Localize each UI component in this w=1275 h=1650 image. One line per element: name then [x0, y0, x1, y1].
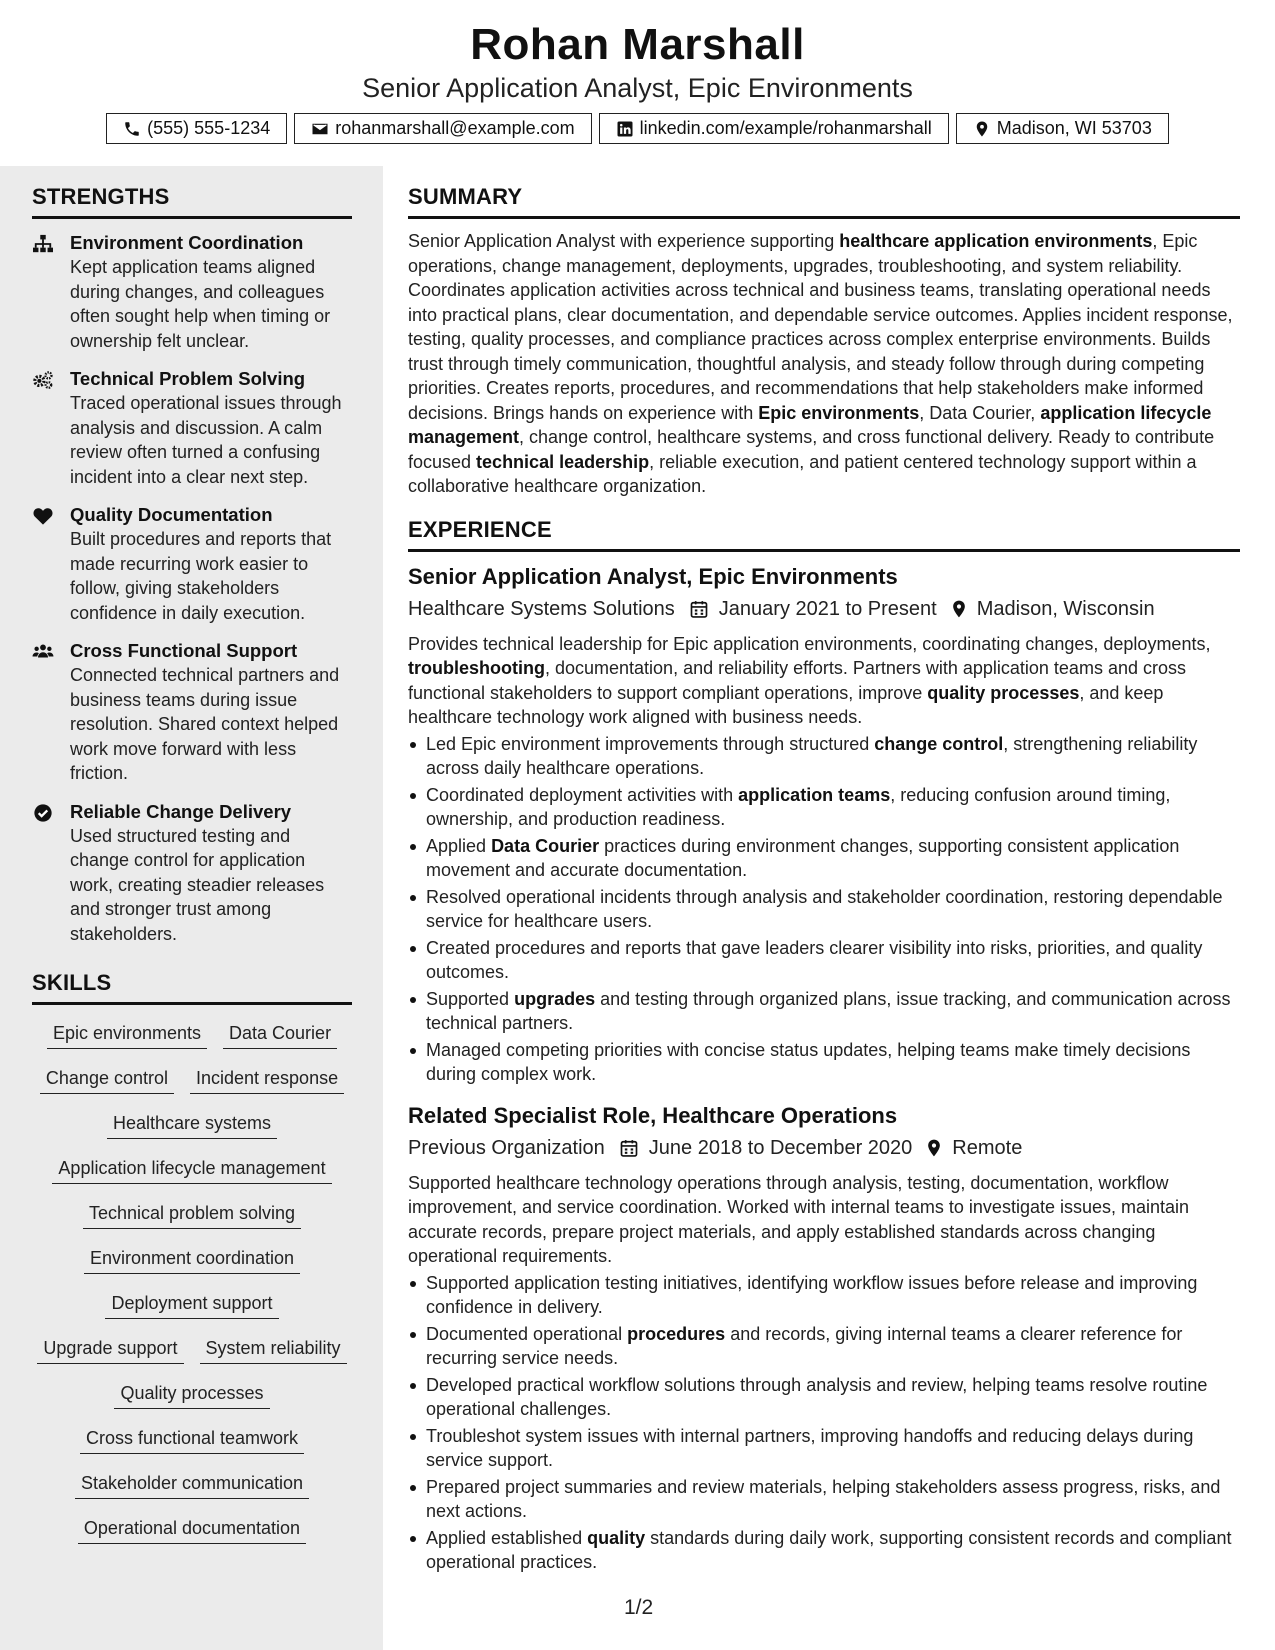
emphasized-text: healthcare application environments: [839, 231, 1153, 251]
contact-linkedin[interactable]: [599, 113, 949, 144]
text-run: , reducing confusion around timing, ownership, and production readiness.: [426, 784, 1171, 829]
achievement-bullet: [408, 1424, 1240, 1473]
skill-tag: Technical problem solving: [83, 1203, 301, 1229]
strength-title: Reliable Change Delivery: [70, 800, 292, 822]
map-pin-icon: [973, 120, 991, 138]
skill-tag: Healthcare systems: [107, 1113, 277, 1139]
skill-tag: Epic environments: [47, 1023, 207, 1049]
emphasized-text: technical leadership: [476, 451, 650, 472]
strength-description: Built procedures and reports that made recurring work easier to follow, giving stakeholders confidence in daily execution.: [70, 529, 332, 623]
strength-title: Technical Problem Solving: [70, 368, 306, 389]
text-run: standards during daily work, supporting consistent records and compliant operational practices.: [426, 1527, 1232, 1572]
text-run: , change control, healthcare systems, and cross functional delivery. Ready to contribute focused: [408, 427, 1215, 472]
role-title: Senior Application Analyst, Epic Environments: [408, 563, 898, 589]
sidebar: [0, 166, 383, 1650]
role-dates: June 2018 to December 2020: [648, 1136, 913, 1159]
experience-heading: EXPERIENCE: [408, 517, 1240, 552]
strength-title: Cross Functional Support: [70, 640, 298, 661]
resume-header: [0, 0, 1275, 166]
skill-tag: Upgrade support: [37, 1338, 183, 1364]
role-achievements: [408, 732, 1240, 1087]
strength-title: Quality Documentation: [70, 504, 273, 525]
skill-tag: Stakeholder communication: [75, 1473, 309, 1499]
role-achievements: [408, 1271, 1240, 1575]
text-run: Supported application testing initiatives, identifying workflow issues before release and improving confidence in delivery.: [426, 1272, 1198, 1317]
role-description: [408, 632, 1240, 730]
map-pin-icon: [924, 1138, 944, 1158]
check-circle-icon: [32, 803, 54, 823]
skill-tag: Deployment support: [105, 1293, 278, 1319]
contact-bar: [0, 113, 1275, 144]
emphasized-text: quality: [587, 1527, 646, 1548]
emphasized-text: Data Courier: [491, 835, 600, 856]
text-run: Coordinated deployment activities with: [426, 784, 739, 805]
linkedin-icon: [616, 120, 634, 138]
role-company: Previous Organization: [408, 1136, 605, 1159]
emphasized-text: upgrades: [514, 988, 596, 1009]
achievement-bullet: [408, 1322, 1240, 1371]
strength-item: [32, 639, 352, 786]
summary-text: [408, 229, 1240, 499]
text-run: Created procedures and reports that gave leaders clearer visibility into risks, priorities, and quality outcomes.: [426, 937, 1203, 982]
achievement-bullet: [408, 1271, 1240, 1320]
skill-tag: System reliability: [200, 1338, 347, 1364]
strength-description: Connected technical partners and business teams during issue resolution. Shared context helped work move forward with less friction.: [70, 665, 340, 783]
role-company: Healthcare Systems Solutions: [408, 597, 675, 620]
text-run: Supported healthcare technology operations through analysis, testing, documentation, workflow improvement, and service coordination. Worked with internal teams to investigate issues, maintain accurate records, prepare project materials, and apply established standards across changing operational requirements.: [408, 1172, 1190, 1266]
role-description: [408, 1171, 1240, 1269]
text-run: Provides technical leadership for Epic application environments, coordinating changes, deployments,: [408, 633, 1211, 654]
strength-description: Traced operational issues through analysis and discussion. A calm review often turned a confusing incident into a clear next step.: [70, 393, 342, 487]
text-run: Troubleshot system issues with internal partners, improving handoffs and reducing delays during service support.: [426, 1425, 1194, 1470]
skill-tag: Cross functional teamwork: [80, 1428, 304, 1454]
role-meta: [408, 594, 1240, 624]
text-run: , Epic operations, change management, deployments, upgrades, troubleshooting, and system reliability. Coordinates application activities across technical and business teams, translating operational needs into practical plans, clear documentation, and dependable service outcomes. Applies incident response, testing, quality processes, and compliance practices across complex enterprise environments. Builds trust through timely communication, thoughtful analysis, and steady follow through during competing priorities. Creates reports, procedures, and recommendations that help stakeholders make informed decisions. Brings hands on experience with: [408, 231, 1233, 423]
linkedin-url: linkedin.com/example/rohanmarshall: [639, 118, 932, 138]
strengths-heading: STRENGTHS: [32, 184, 352, 219]
candidate-headline: Senior Application Analyst, Epic Environments: [362, 73, 913, 103]
emphasized-text: change control: [874, 733, 1004, 754]
skills-heading: SKILLS: [32, 970, 352, 1005]
skill-tag: Operational documentation: [78, 1518, 306, 1544]
contact-phone[interactable]: [106, 113, 287, 144]
role-location: Madison, Wisconsin: [976, 597, 1155, 620]
main-content: [408, 166, 1240, 1577]
strength-item: [32, 503, 352, 625]
summary-heading: SUMMARY: [408, 184, 1240, 219]
achievement-bullet: [408, 1038, 1240, 1087]
email-address: rohanmarshall@example.com: [335, 118, 575, 138]
emphasized-text: application lifecycle management: [408, 402, 1212, 447]
candidate-name: Rohan Marshall: [470, 20, 805, 69]
emphasized-text: application teams: [738, 784, 891, 805]
text-run: , reliable execution, and patient centered technology support within a collaborative healthcare organization.: [408, 451, 1197, 496]
skill-tag: Change control: [40, 1068, 174, 1094]
text-run: , strengthening reliability across daily healthcare operations.: [426, 733, 1198, 778]
strength-item: [32, 800, 352, 947]
text-run: Supported: [426, 988, 515, 1009]
text-run: and records, giving internal teams a clearer reference for recurring service needs.: [426, 1323, 1183, 1368]
emphasized-text: troubleshooting: [408, 658, 545, 678]
text-run: Senior Application Analyst with experience supporting: [408, 231, 840, 251]
achievement-bullet: [408, 885, 1240, 934]
text-run: Applied: [426, 835, 492, 856]
skill-tag: Environment coordination: [84, 1248, 300, 1274]
achievement-bullet: [408, 1475, 1240, 1524]
text-run: Documented operational: [426, 1323, 628, 1344]
role-meta: [408, 1133, 1240, 1163]
emphasized-text: Epic environments: [758, 402, 920, 423]
text-run: Developed practical workflow solutions through analysis and review, helping teams resolve routine operational challenges.: [426, 1374, 1208, 1419]
achievement-bullet: [408, 1526, 1240, 1575]
text-run: Applied established: [426, 1527, 588, 1548]
contact-email[interactable]: [294, 113, 591, 144]
page-number: 1/2: [624, 1596, 654, 1619]
phone-icon: [123, 120, 141, 138]
text-run: , and keep healthcare technology work aligned with business needs.: [408, 682, 1164, 727]
text-run: Resolved operational incidents through analysis and stakeholder coordination, restoring dependable service for healthcare users.: [426, 886, 1223, 931]
achievement-bullet: [408, 783, 1240, 832]
strength-title: Environment Coordination: [70, 232, 304, 253]
sitemap-icon: [32, 234, 54, 254]
role-title: Related Specialist Role, Healthcare Operations: [408, 1102, 898, 1128]
achievement-bullet: [408, 834, 1240, 883]
strength-description: Kept application teams aligned during changes, and colleagues often sought help when timing or ownership felt unclear.: [70, 257, 331, 351]
envelope-icon: [311, 120, 329, 138]
achievement-bullet: [408, 936, 1240, 985]
skill-tag: Data Courier: [223, 1023, 337, 1049]
calendar-icon: [689, 599, 709, 619]
skill-tag: Incident response: [190, 1068, 344, 1094]
text-run: Led Epic environment improvements through structured: [426, 733, 875, 754]
role-location: Remote: [952, 1136, 1023, 1159]
achievement-bullet: [408, 732, 1240, 781]
strength-item: [32, 231, 352, 353]
achievement-bullet: [408, 1373, 1240, 1422]
strength-description: Used structured testing and change control for application work, creating steadier releases and stronger trust among stakeholders.: [70, 825, 325, 944]
achievement-bullet: [408, 987, 1240, 1036]
emphasized-text: quality processes: [927, 682, 1080, 703]
skill-tag: Application lifecycle management: [52, 1158, 331, 1184]
text-run: Managed competing priorities with concise status updates, helping teams make timely decisions during complex work.: [426, 1039, 1191, 1084]
text-run: and testing through organized plans, issue tracking, and communication across technical partners.: [426, 988, 1231, 1033]
emphasized-text: procedures: [627, 1323, 726, 1344]
strength-item: [32, 367, 352, 489]
heart-icon: [32, 506, 54, 526]
skill-tag: Quality processes: [114, 1383, 269, 1409]
gears-icon: [32, 370, 54, 390]
users-icon: [32, 642, 54, 662]
text-run: , Data Courier,: [919, 402, 1041, 423]
contact-location: [956, 113, 1169, 144]
location-text: Madison, WI 53703: [996, 118, 1152, 138]
phone-number: (555) 555-1234: [147, 118, 271, 138]
experience-entry: [408, 562, 1240, 1087]
map-pin-icon: [949, 599, 969, 619]
text-run: practices during environment changes, supporting consistent application movement and accurate documentation.: [426, 835, 1180, 880]
skills-list: [32, 1017, 352, 1557]
text-run: Prepared project summaries and review materials, helping stakeholders assess progress, risks, and next actions.: [426, 1476, 1221, 1521]
experience-entry: [408, 1101, 1240, 1575]
calendar-icon: [619, 1138, 639, 1158]
role-dates: January 2021 to Present: [718, 597, 937, 620]
text-run: , documentation, and reliability efforts. Partners with application teams and cross functional stakeholders to support compliant operations, improve: [408, 658, 1186, 703]
